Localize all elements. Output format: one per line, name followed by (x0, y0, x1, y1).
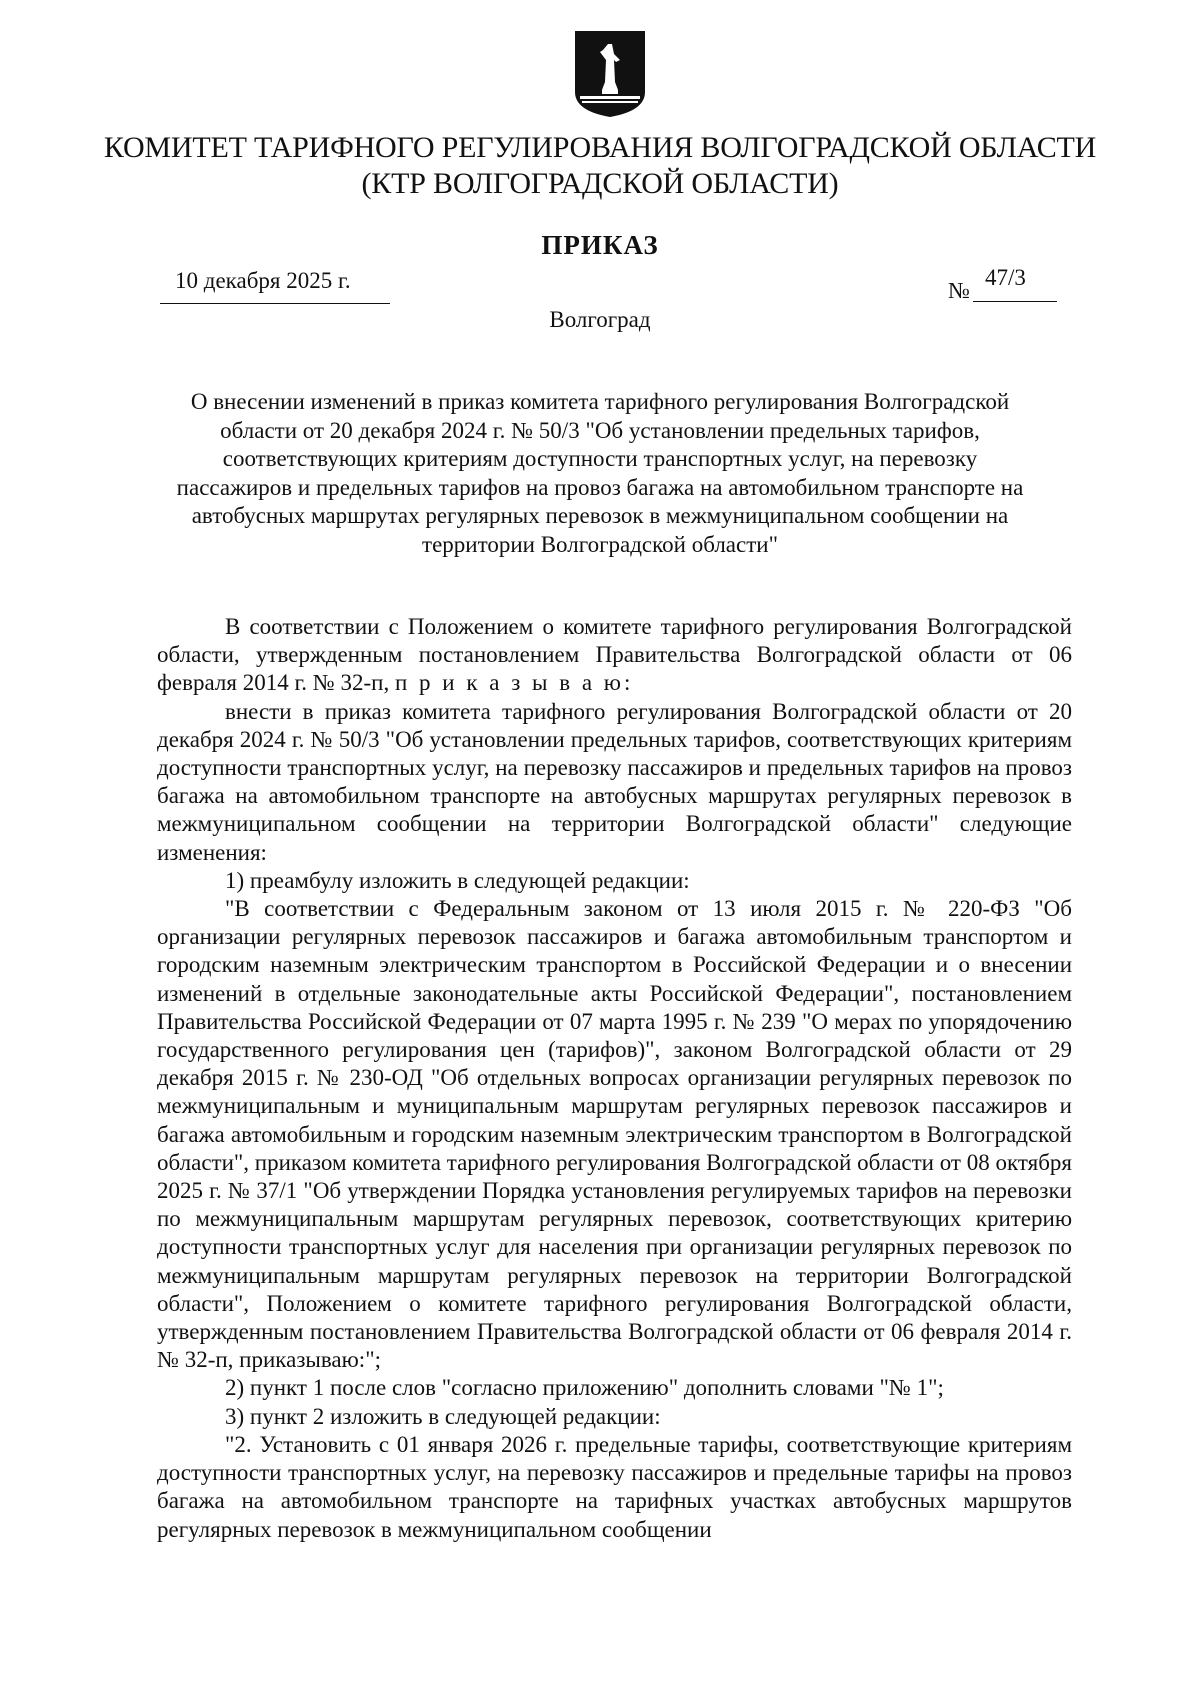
item-3: 3) пункт 2 изложить в следующей редакции: (225, 1403, 661, 1429)
order-body (157, 613, 1072, 1544)
number-underline (973, 301, 1057, 302)
order-subject: О внесении изменений в приказ комитета тарифного регулирования Волгоградской области от 20 декабря 2024 г. № 50/3 "Об установлении предельных тарифов, соответствующих критериям доступности транспортных услуг, на перевозку пассажиров и предельных тарифов на провоз багажа на автомобильном транспорте на автобусных маршрутах регулярных перевозок в межмуниципальном сообщении на территории Волгоградской области" (176, 389, 1024, 557)
city-name: Волгоград (549, 307, 651, 332)
order-word: п р и к а з ы в а ю: (394, 670, 634, 696)
organization-name: КОМИТЕТ ТАРИФНОГО РЕГУЛИРОВАНИЯ ВОЛГОГРАДСКОЙ ОБЛАСТИ (103, 131, 1097, 164)
order-number: 47/3 (985, 265, 1026, 290)
item-3-text: "2. Установить с 01 января 2026 г. предельные тарифы, соответствующие критериям доступности транспортных услуг, на перевозку пассажиров и предельные тарифы на провоз багажа на автомобильном транспорте на тарифных участках автобусных маршрутов регулярных перевозок в межмуниципальном сообщении (157, 1431, 1072, 1542)
document-type-title: ПРИКАЗ (541, 230, 659, 260)
intro-paragraph (157, 613, 1072, 698)
date-underline (160, 303, 390, 304)
organization-short-name: (КТР ВОЛГОГРАДСКОЙ ОБЛАСТИ) (361, 167, 839, 200)
intro-text: В соответствии с Положением о комитете тарифного регулирования Волгоградской области, утвержденным постановлением Правительства Волгоградской области от 06 февраля 2014 г. № 32-п, (157, 614, 1072, 696)
item-1: 1) преамбулу изложить в следующей редакции: (225, 867, 690, 893)
item-2: 2) пункт 1 после слов "согласно приложению" дополнить словами "№ 1"; (225, 1375, 944, 1401)
volgograd-coat-of-arms-icon (574, 30, 646, 118)
order-number-label: № (948, 278, 970, 303)
change-paragraph: внести в приказ комитета тарифного регулирования Волгоградской области от 20 декабря 2024 г. № 50/3 "Об установлении предельных тарифов, соответствующих критериям доступности транспортных услуг, на перевозку пассажиров и предельных тарифов на провоз багажа на автомобильном транспорте на автобусных маршрутах регулярных перевозок в межмуниципальном сообщении на территории Волгоградской области" следующие изменения: (157, 698, 1072, 865)
item-1-text: "В соответствии с Федеральным законом от 13 июля 2015 г. № 220-ФЗ "Об организации регулярных перевозок пассажиров и багажа автомобильным транспортом и городским наземным электрическим транспортом в Российской Федерации и о внесении изменений в отдельные законодательные акты Российской Федерации", постановлением Правительства Российской Федерации от 07 марта 1995 г. № 239 "О мерах по упорядочению государственного регулирования цен (тарифов)", законом Волгоградской области от 29 декабря 2015 г. № 230-ОД "Об отдельных вопросах организации регулярных перевозок по межмуниципальным и муниципальным маршрутам регулярных перевозок пассажиров и багажа автомобильным и городским наземным электрическим транспортом в Волгоградской области", приказом комитета тарифного регулирования Волгоградской области от 08 октября 2025 г. № 37/1 "Об утверждении Порядка установления регулируемых тарифов на перевозки по межмуниципальным маршрутам регулярных перевозок, соответствующих критерию доступности транспортных услуг для населения при организации регулярных перевозок по межмуниципальным маршрутам регулярных перевозок на территории Волгоградской области", Положением о комитете тарифного регулирования Волгоградской области, утвержденным постановлением Правительства Волгоградской области от 06 февраля 2014 г. № 32-п, приказываю:"; (157, 896, 1072, 1373)
order-date: 10 декабря 2025 г. (175, 268, 351, 293)
